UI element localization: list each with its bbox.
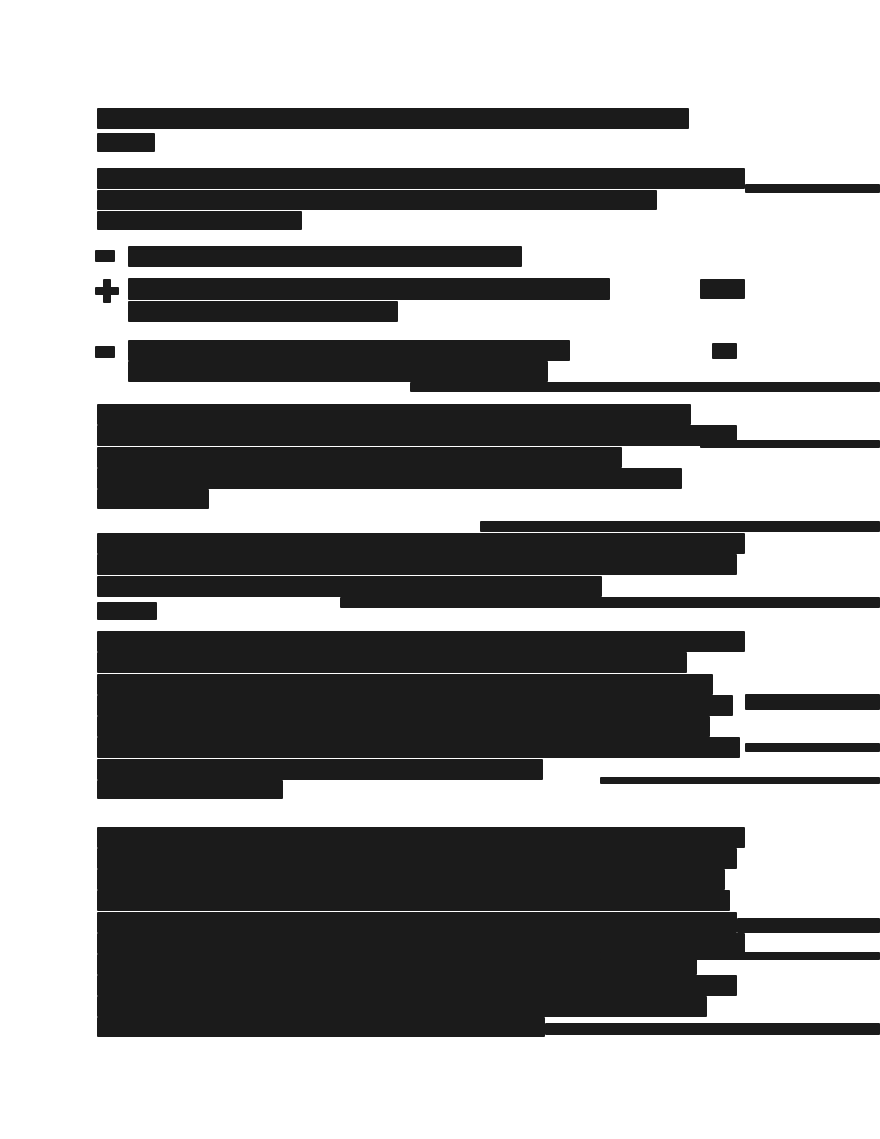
text-line-illegible [128, 246, 522, 267]
text-line-illegible [97, 554, 737, 575]
line-smear-tail [545, 1023, 880, 1035]
text-line-illegible [97, 780, 283, 799]
text-line-illegible [700, 279, 745, 299]
text-line-illegible [97, 933, 745, 954]
text-line-illegible [97, 848, 737, 869]
text-line-illegible [128, 278, 610, 300]
text-line-illegible [97, 1017, 545, 1037]
text-line-illegible [97, 190, 657, 210]
bullet-plus-marker [95, 279, 119, 303]
line-smear-tail [340, 597, 880, 608]
text-line-illegible [97, 890, 730, 911]
text-line-illegible [712, 343, 737, 359]
line-smear-tail [480, 521, 880, 532]
line-smear-tail [745, 743, 880, 752]
text-line-illegible [97, 759, 543, 780]
text-line-illegible [97, 168, 745, 189]
text-line-illegible [97, 425, 737, 446]
text-line-illegible [128, 361, 548, 382]
text-line-illegible [97, 489, 209, 509]
text-line-illegible [97, 652, 687, 673]
text-line-illegible [97, 912, 737, 933]
text-line-illegible [97, 468, 682, 489]
text-line-illegible [97, 869, 725, 890]
text-line-illegible [97, 133, 155, 152]
text-line-illegible [97, 716, 710, 737]
line-smear-tail [600, 777, 880, 784]
text-line-illegible [97, 576, 602, 597]
text-line-illegible [97, 631, 745, 652]
text-line-illegible [97, 108, 689, 129]
text-line-illegible [97, 533, 745, 554]
text-line-illegible [97, 211, 302, 230]
line-smear-tail [737, 918, 880, 933]
text-line-illegible [97, 447, 622, 468]
text-line-illegible [128, 340, 570, 361]
text-line-illegible [97, 404, 691, 425]
bullet-dash-marker [95, 250, 115, 262]
text-line-illegible [97, 695, 733, 716]
text-line-illegible [128, 301, 398, 322]
line-smear-tail [600, 952, 880, 960]
line-smear-tail [410, 382, 880, 392]
text-line-illegible [97, 996, 707, 1017]
bullet-dash-marker [95, 346, 115, 358]
text-line-illegible [97, 674, 713, 695]
text-line-illegible [97, 602, 157, 620]
line-smear-tail [700, 440, 880, 448]
line-smear-tail [745, 694, 880, 710]
text-line-illegible [97, 975, 737, 996]
text-line-illegible [97, 827, 745, 848]
line-smear-tail [745, 184, 880, 193]
text-line-illegible [97, 737, 740, 758]
